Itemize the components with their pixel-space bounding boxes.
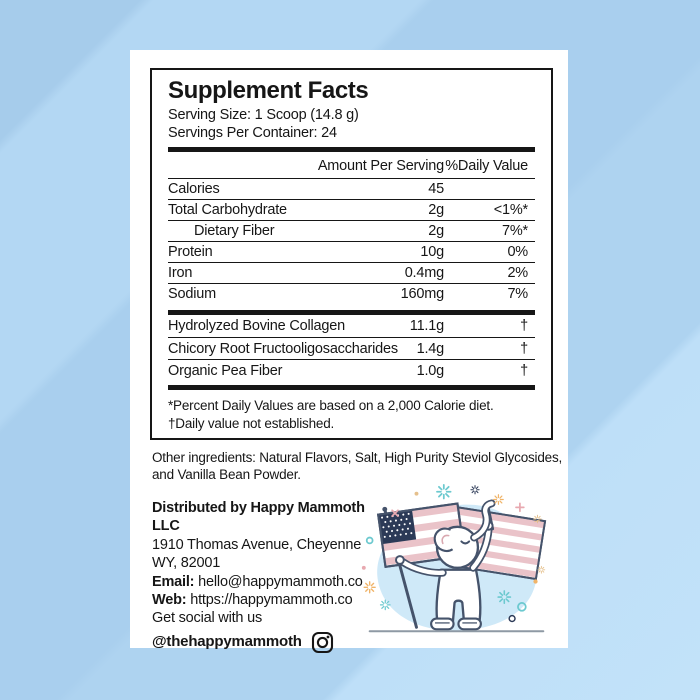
- nutrient-daily-value: 7%: [507, 286, 528, 302]
- other-ingredients: Other ingredients: Natural Flavors, Salt, High Purity Steviol Glycosides, and Vanilla Bean Powder.: [152, 450, 563, 482]
- table-header: [168, 152, 535, 179]
- ingredient-name: Organic Pea Fiber: [168, 363, 283, 379]
- table-row: [168, 221, 535, 242]
- table-row: [168, 284, 535, 304]
- serving-size: Serving Size: 1 Scoop (14.8 g): [168, 107, 359, 123]
- ingredient-daily-value: †: [520, 340, 528, 357]
- ingredient-daily-value: †: [520, 363, 528, 379]
- daily-value-column-header: %Daily Value: [445, 158, 528, 174]
- table-row: [168, 315, 535, 338]
- footnotes: [168, 397, 535, 433]
- amount-column-header: Amount Per Serving: [317, 158, 444, 174]
- social-handle: @thehappymammoth: [152, 633, 302, 651]
- nutrient-name: Protein: [168, 244, 213, 260]
- facts-title: Supplement Facts: [168, 77, 369, 104]
- distributor-address-line2: WY, 82001: [152, 555, 221, 572]
- mammoth-flag-illustration: [356, 480, 556, 640]
- mammoth-flag-svg: [356, 480, 556, 640]
- nutrient-amount: 2g: [428, 202, 444, 218]
- ingredient-amount: 1.0g: [416, 363, 444, 379]
- active-ingredient-table: [168, 315, 535, 382]
- nutrient-name: Sodium: [168, 286, 216, 302]
- nutrient-daily-value: 0%: [507, 244, 528, 260]
- servings-per-container: Servings Per Container: 24: [168, 124, 337, 141]
- nutrient-daily-value: 2%: [507, 265, 528, 281]
- supplement-label-card: [130, 50, 568, 651]
- ingredient-amount: 11.1g: [409, 318, 444, 334]
- footnote-dagger: †Daily value not established.: [168, 415, 335, 431]
- table-row: [168, 242, 535, 263]
- nutrient-amount: 2g: [428, 223, 444, 239]
- ingredient-name: Chicory Root Fructooligosaccharides: [168, 340, 398, 357]
- ingredient-daily-value: †: [520, 318, 528, 334]
- nutrient-name: Total Carbohydrate: [168, 202, 287, 218]
- nutrient-name: Dietary Fiber: [194, 223, 275, 239]
- nutrient-amount: 10g: [420, 244, 444, 260]
- nutrient-table: [168, 179, 535, 304]
- table-row: [168, 338, 535, 361]
- distributor-web: Web: https://happymammoth.co: [152, 592, 353, 609]
- table-row: [168, 360, 535, 382]
- table-row: [168, 179, 535, 200]
- distributor-email: Email: hello@happymammoth.co: [152, 573, 363, 590]
- nutrient-amount: 0.4mg: [404, 265, 444, 281]
- distributor-address-line1: 1910 Thomas Avenue, Cheyenne: [152, 536, 362, 553]
- table-row: [168, 200, 535, 221]
- supplement-facts-box: [150, 68, 553, 440]
- nutrient-amount: 45: [428, 181, 444, 197]
- instagram-icon: [311, 631, 334, 654]
- nutrient-daily-value: <1%*: [493, 202, 528, 218]
- distributor-name: Distributed by Happy Mammoth LLC: [152, 500, 365, 535]
- ingredient-amount: 1.4g: [416, 340, 444, 357]
- ingredient-name: Hydrolyzed Bovine Collagen: [168, 318, 345, 334]
- nutrient-name: Iron: [168, 265, 193, 281]
- nutrient-name: Calories: [168, 181, 220, 197]
- table-row: [168, 263, 535, 284]
- nutrient-amount: 160mg: [400, 286, 444, 302]
- nutrient-daily-value: 7%*: [502, 223, 528, 239]
- footnote-daily-values: *Percent Daily Values are based on a 2,000 Calorie diet.: [168, 397, 494, 413]
- social-text: Get social with us: [152, 610, 263, 627]
- thick-divider: [168, 385, 535, 390]
